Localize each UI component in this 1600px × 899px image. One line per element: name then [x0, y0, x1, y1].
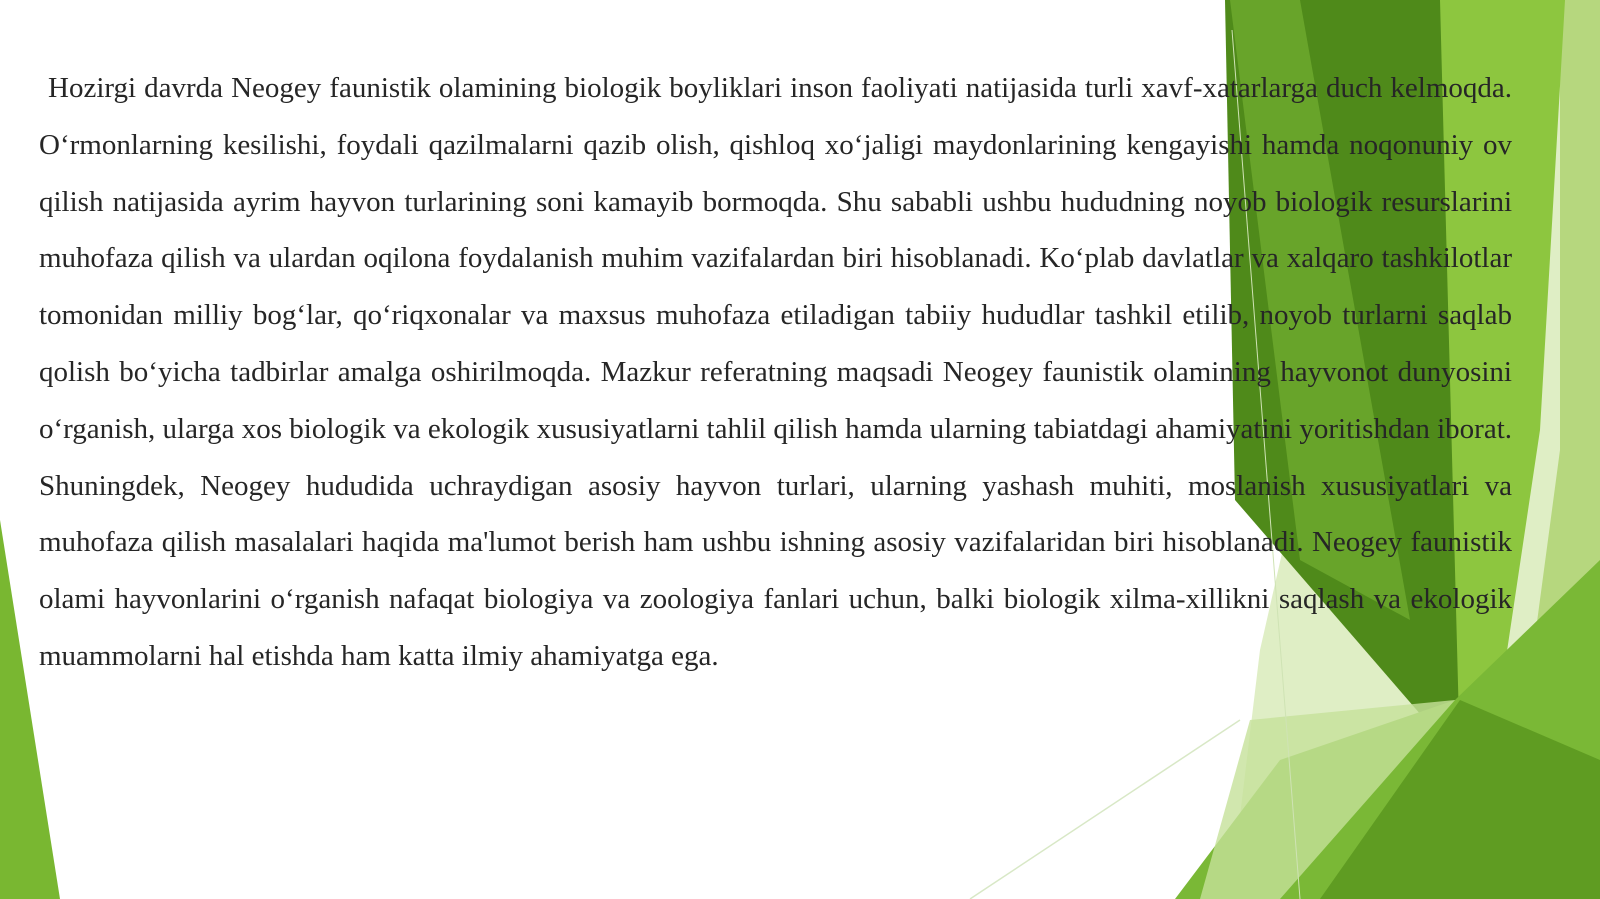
body-text-block — [39, 60, 1512, 685]
body-paragraph: Hozirgi davrda Neogey faunistik olamining biologik boyliklari inson faoliyati natijasida turli xavf-xatarlarga duch kelmoqda. O‘rmonlarning kesilishi, foydali qazilmalarni qazib olish, qishloq xo‘jaligi maydonlarining kengayishi hamda noqonuniy ov qilish natijasida ayrim hayvon turlarining soni kamayib bormoqda. Shu sababli ushbu hududning noyob biologik resurslarini muhofaza qilish va ulardan oqilona foydalanish muhim vazifalardan biri hisoblanadi. Ko‘plab davlatlar va xalqaro tashkilotlar tomonidan milliy bog‘lar, qo‘riqxonalar va maxsus muhofaza etiladigan tabiiy hududlar tashkil etilib, noyob turlarni saqlab qolish bo‘yicha tadbirlar amalga oshirilmoqda. Mazkur referatning maqsadi Neogey faunistik olamining hayvonot dunyosini o‘rganish, ularga xos biologik va ekologik xususiyatlarni tahlil qilish hamda ularning tabiatdagi ahamiyatini yoritishdan iborat. Shuningdek, Neogey hududida uchraydigan asosiy hayvon turlari, ularning yashash muhiti, moslanish xususiyatlari va muhofaza qilish masalalari haqida ma'lumot berish ham ushbu ishning asosiy vazifalaridan biri hisoblanadi. Neogey faunistik olami hayvonlarini o‘rganish nafaqat biologiya va zoologiya fanlari uchun, balki biologik xilma-xillikni saqlash va ekologik muammolarni hal etishda ham katta ilmiy ahamiyatga ega. — [39, 72, 1512, 672]
